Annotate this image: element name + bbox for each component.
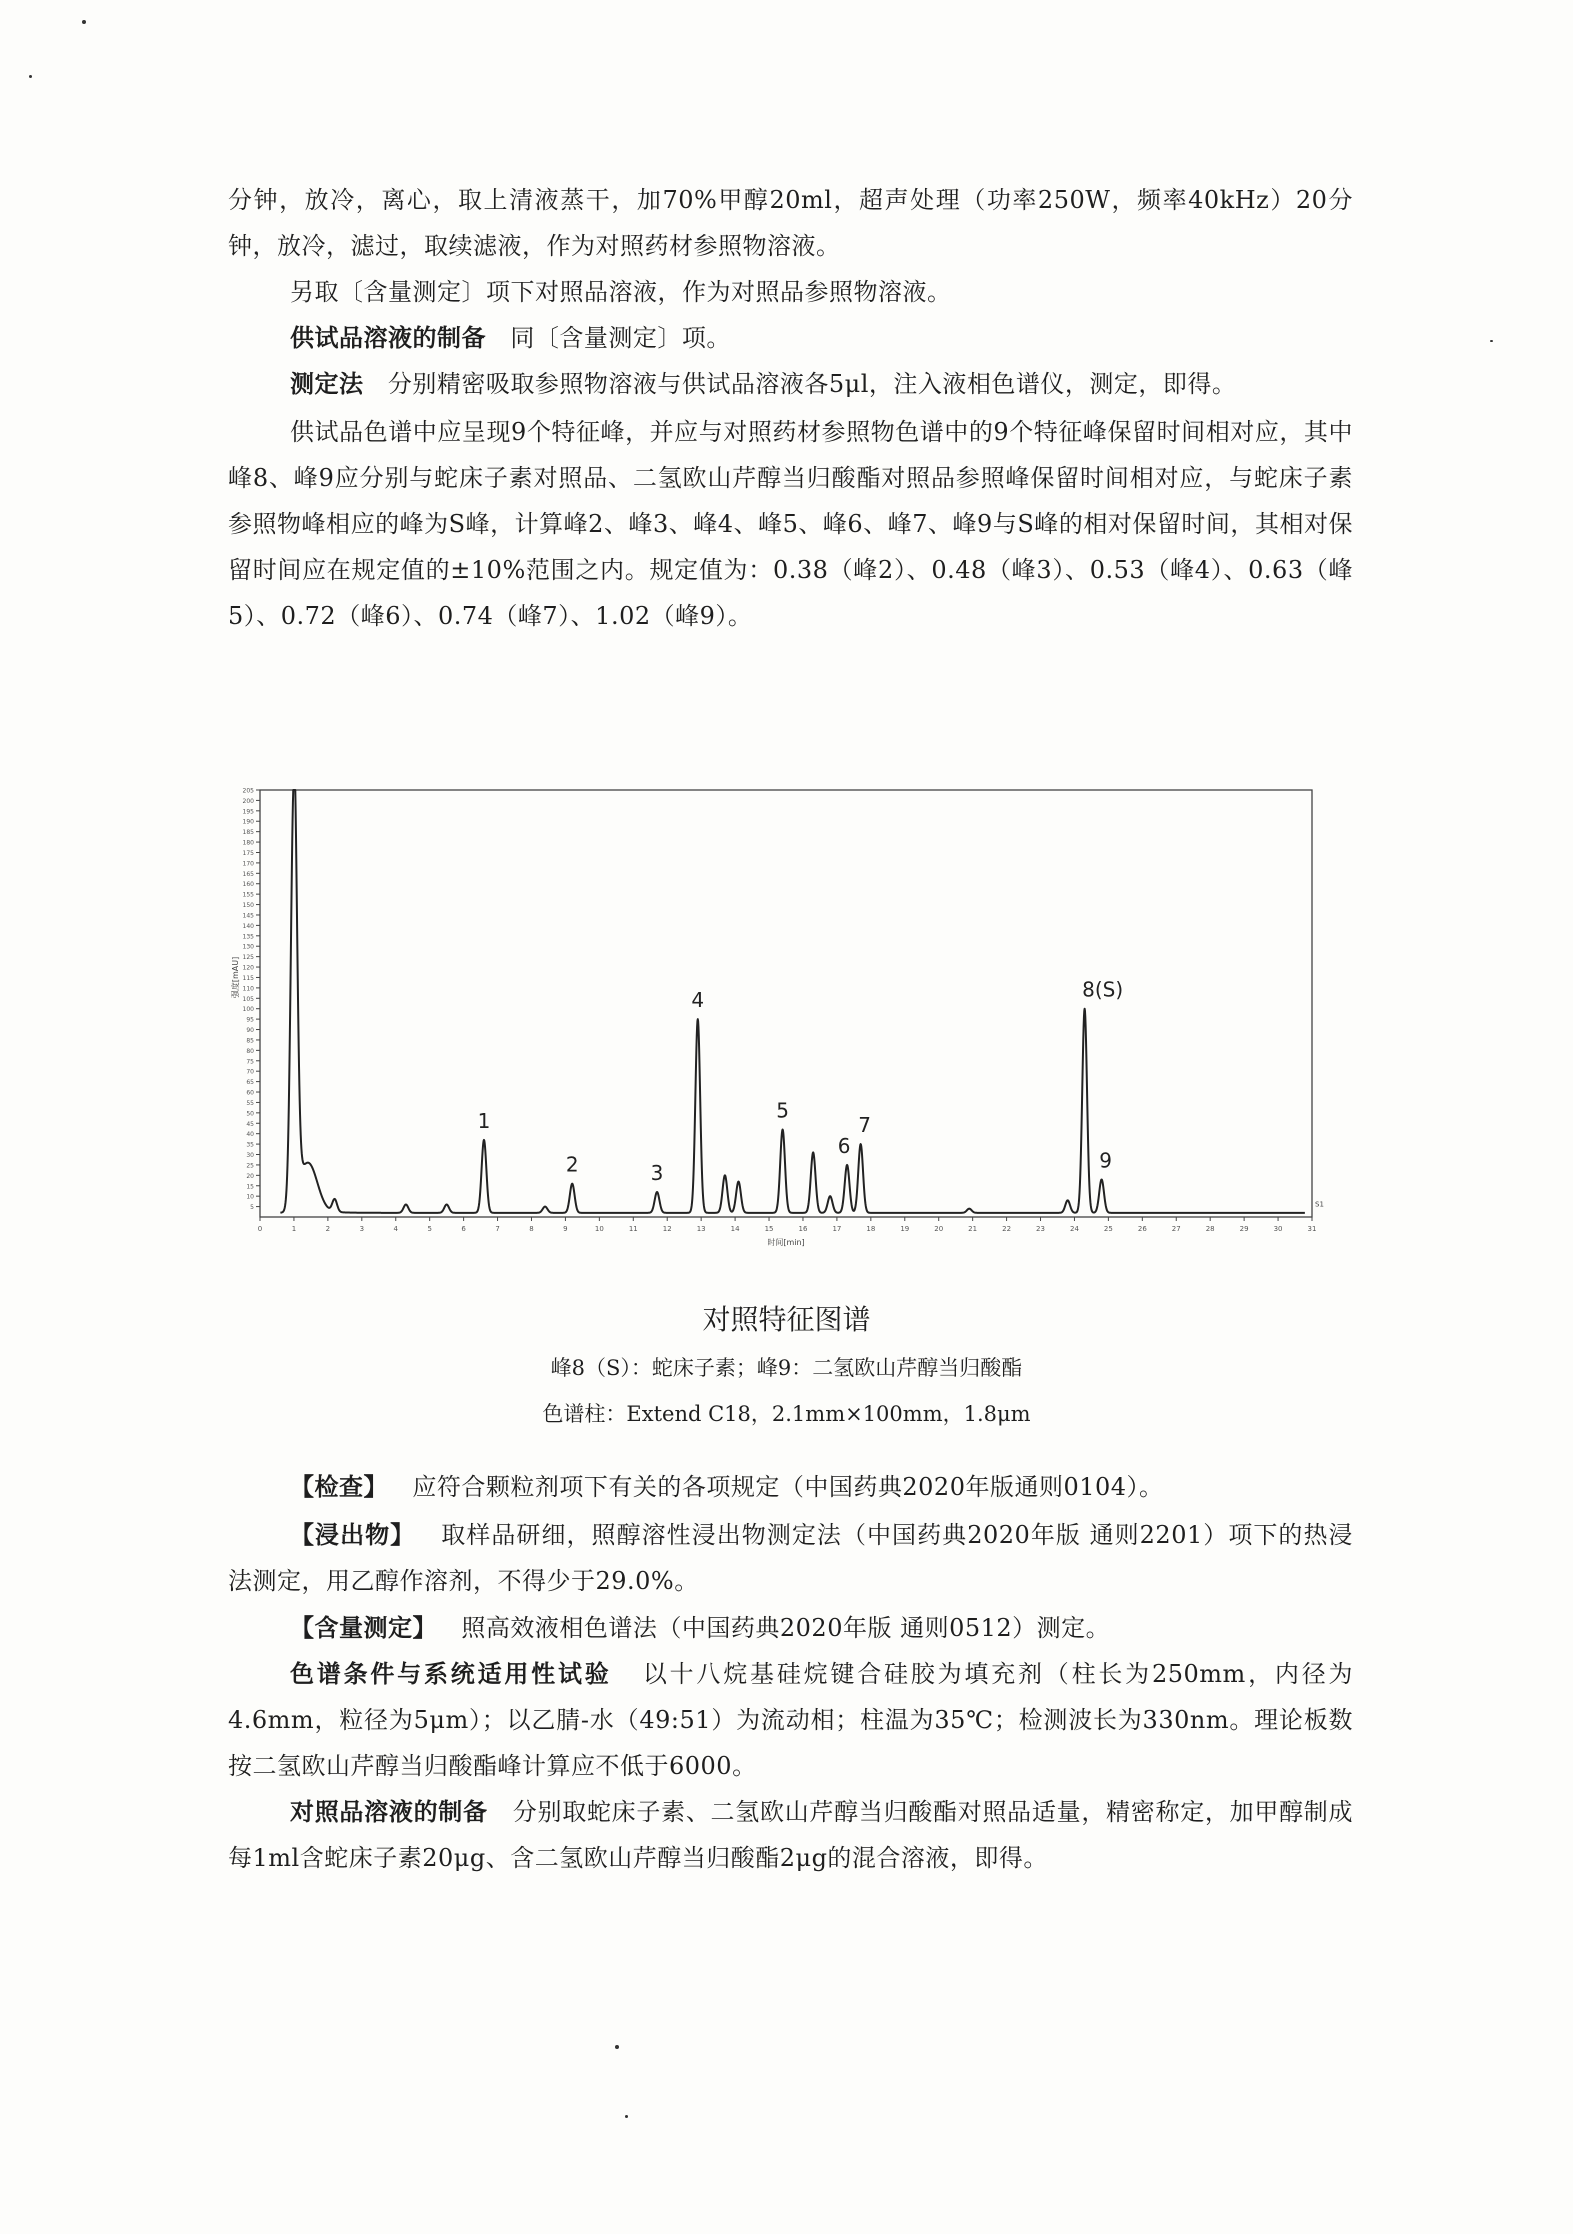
x-tick-label: 7	[495, 1225, 500, 1233]
x-tick-label: 18	[866, 1225, 876, 1233]
section-body: 同〔含量测定〕项。	[510, 324, 731, 352]
x-tick-label: 23	[1036, 1225, 1045, 1233]
x-tick-label: 12	[662, 1225, 672, 1233]
y-tick-label: 60	[246, 1089, 254, 1097]
y-tick-label: 105	[242, 995, 254, 1003]
y-tick-label: 75	[246, 1058, 254, 1066]
y-axis-label: 强度[mAU]	[231, 956, 240, 999]
y-tick-label: 85	[246, 1037, 254, 1045]
x-tick-label: 28	[1205, 1225, 1215, 1233]
x-tick-label: 4	[393, 1225, 398, 1233]
figure-caption-peaks: 峰8（S）：蛇床子素；峰9：二氢欧山芹醇当归酸酯	[550, 1356, 1023, 1380]
peak-label: 5	[776, 1098, 789, 1123]
x-tick-label: 11	[628, 1225, 638, 1233]
chromatogram-trace	[280, 790, 1305, 1213]
peak-label: 8(S)	[1082, 977, 1124, 1002]
x-tick-label: 1	[291, 1225, 297, 1233]
y-tick-label: 55	[246, 1099, 254, 1107]
peak-label: 6	[837, 1133, 851, 1158]
section-body: 分别精密吸取参照物溶液与供试品溶液各5μl，注入液相色谱仪，测定，即得。	[387, 370, 1237, 398]
section-heading-inspection: 【检查】	[290, 1473, 388, 1501]
y-tick-label: 115	[242, 974, 254, 982]
y-tick-label: 40	[246, 1131, 254, 1139]
y-tick-label: 165	[242, 870, 254, 878]
paragraph-1: 分钟，放冷，离心，取上清液蒸干，加70%甲醇20ml，超声处理（功率250W，频率40kHz）20分钟，放冷，滤过，取续滤液，作为对照药材参照物溶液。	[228, 186, 1353, 260]
section-body: 以十八烷基硅烷键合硅胶为填充剂（柱长为250mm，内径为4.6mm，粒径为5μm）；以乙腈-水（49:51）为流动相；柱温为35℃；检测波长为330nm。理论板数按二氢欧山芹醇当归酸酯峰计算应不低于6000。	[228, 1660, 1353, 1780]
paragraph-6	[228, 1464, 1353, 1510]
x-tick-label: 14	[730, 1225, 740, 1233]
x-tick-label: 6	[461, 1225, 466, 1233]
peak-label: 3	[650, 1161, 664, 1186]
chromatogram-svg	[232, 780, 1342, 1250]
x-tick-label: 17	[832, 1225, 842, 1233]
x-tick-label: 31	[1307, 1225, 1317, 1233]
x-tick-label: 20	[934, 1225, 944, 1233]
y-tick-label: 30	[246, 1152, 254, 1160]
scan-speck	[29, 75, 32, 78]
peak-label: 1	[477, 1108, 491, 1133]
y-tick-label: 45	[246, 1120, 254, 1128]
paragraph-5: 供试品色谱中应呈现9个特征峰，并应与对照药材参照物色谱中的9个特征峰保留时间相对应，其中峰8、峰9应分别与蛇床子素对照品、二氢欧山芹醇当归酸酯对照品参照峰保留时间相对应，与蛇床子素参照物峰相应的峰为S峰，计算峰2、峰3、峰4、峰5、峰6、峰7、峰9与S峰的相对保留时间，其相对保留时间应在规定值的±10%范围之内。规定值为：0.38（峰2）、0.48（峰3）、0.53（峰4）、0.63（峰5）、0.72（峰6）、0.74（峰7）、1.02（峰9）。	[228, 418, 1353, 630]
x-tick-label: 10	[594, 1225, 604, 1233]
x-tick-label: 0	[257, 1225, 263, 1233]
paragraph-3	[228, 315, 1353, 361]
paragraph-4	[228, 361, 1353, 407]
x-tick-label: 26	[1137, 1225, 1147, 1233]
y-tick-label: 180	[242, 839, 254, 847]
trace-label: S1	[1315, 1200, 1324, 1209]
y-tick-label: 100	[242, 1006, 254, 1014]
x-tick-label: 5	[427, 1225, 432, 1233]
x-tick-label: 22	[1002, 1225, 1012, 1233]
y-tick-label: 160	[242, 881, 254, 889]
paragraph-7	[228, 1512, 1353, 1604]
paragraph-8	[228, 1605, 1353, 1651]
x-tick-label: 3	[359, 1225, 365, 1233]
x-tick-label: 30	[1273, 1225, 1283, 1233]
x-tick-label: 24	[1069, 1225, 1079, 1233]
y-tick-label: 155	[242, 891, 254, 899]
y-tick-label: 205	[242, 787, 254, 795]
peak-label: 4	[691, 988, 705, 1013]
section-heading-extract: 【浸出物】	[290, 1521, 416, 1549]
y-tick-label: 90	[246, 1027, 254, 1035]
y-tick-label: 145	[242, 912, 254, 920]
y-tick-label: 25	[246, 1162, 254, 1170]
x-tick-label: 25	[1103, 1225, 1113, 1233]
x-axis-label: 时间[min]	[767, 1238, 805, 1247]
x-tick-label: 8	[529, 1225, 534, 1233]
y-tick-label: 135	[242, 933, 254, 941]
y-tick-label: 5	[250, 1204, 254, 1212]
section-heading-conditions: 色谱条件与系统适用性试验	[290, 1660, 612, 1688]
y-tick-label: 150	[242, 902, 254, 910]
y-tick-label: 80	[246, 1047, 254, 1055]
y-tick-label: 15	[246, 1183, 254, 1191]
y-tick-label: 65	[246, 1079, 254, 1087]
peak-label: 2	[565, 1152, 579, 1177]
y-tick-label: 190	[242, 818, 254, 826]
y-tick-label: 20	[246, 1172, 254, 1180]
section-heading-reference-prep: 对照品溶液的制备	[290, 1798, 488, 1826]
y-tick-label: 195	[242, 808, 254, 816]
section-body: 应符合颗粒剂项下有关的各项规定（中国药典2020年版通则0104）。	[412, 1473, 1164, 1501]
scan-speck	[1490, 340, 1493, 342]
peak-label: 7	[858, 1113, 872, 1138]
section-body: 照高效液相色谱法（中国药典2020年版 通则0512）测定。	[461, 1614, 1111, 1642]
y-tick-label: 95	[246, 1016, 254, 1024]
figure-title: 对照特征图谱	[702, 1303, 871, 1336]
section-body: 取样品研细，照醇溶性浸出物测定法（中国药典2020年版 通则2201）项下的热浸法测定，用乙醇作溶剂，不得少于29.0%。	[228, 1521, 1354, 1595]
y-tick-label: 200	[242, 797, 254, 805]
y-tick-label: 140	[242, 922, 254, 930]
y-tick-label: 185	[242, 829, 254, 837]
x-tick-label: 27	[1171, 1225, 1181, 1233]
y-tick-label: 170	[242, 860, 254, 868]
scan-speck	[615, 2045, 619, 2049]
x-tick-label: 21	[968, 1225, 978, 1233]
section-body: 分别取蛇床子素、二氢欧山芹醇当归酸酯对照品适量，精密称定，加甲醇制成每1ml含蛇床子素20μg、含二氢欧山芹醇当归酸酯2μg的混合溶液，即得。	[228, 1798, 1354, 1872]
section-heading-assay: 【含量测定】	[290, 1614, 437, 1642]
figure-caption-column: 色谱柱：Extend C18，2.1mm×100mm，1.8μm	[542, 1402, 1031, 1426]
peak-label: 9	[1099, 1148, 1112, 1173]
y-tick-label: 125	[242, 954, 254, 962]
scan-speck	[625, 2115, 628, 2118]
x-tick-label: 16	[798, 1225, 808, 1233]
x-tick-label: 15	[764, 1225, 774, 1233]
y-tick-label: 50	[246, 1110, 254, 1118]
chromatogram-chart	[232, 780, 1342, 1250]
y-tick-label: 110	[242, 985, 254, 993]
x-tick-label: 13	[696, 1225, 706, 1233]
paragraph-9	[228, 1651, 1353, 1789]
section-heading-method: 测定法	[290, 370, 364, 398]
y-tick-label: 70	[246, 1068, 254, 1076]
paragraph-10	[228, 1789, 1353, 1881]
section-heading-sample-prep: 供试品溶液的制备	[290, 324, 486, 352]
x-tick-label: 9	[563, 1225, 568, 1233]
x-tick-label: 19	[900, 1225, 910, 1233]
scan-speck	[82, 20, 86, 24]
x-tick-label: 29	[1239, 1225, 1249, 1233]
y-tick-label: 10	[246, 1193, 254, 1201]
plot-frame	[260, 790, 1312, 1217]
y-tick-label: 175	[242, 849, 254, 857]
paragraph-2: 另取〔含量测定〕项下对照品溶液，作为对照品参照物溶液。	[290, 278, 952, 306]
y-tick-label: 35	[246, 1141, 254, 1149]
y-tick-label: 130	[242, 943, 254, 951]
y-tick-label: 120	[242, 964, 254, 972]
x-tick-label: 2	[325, 1225, 331, 1233]
